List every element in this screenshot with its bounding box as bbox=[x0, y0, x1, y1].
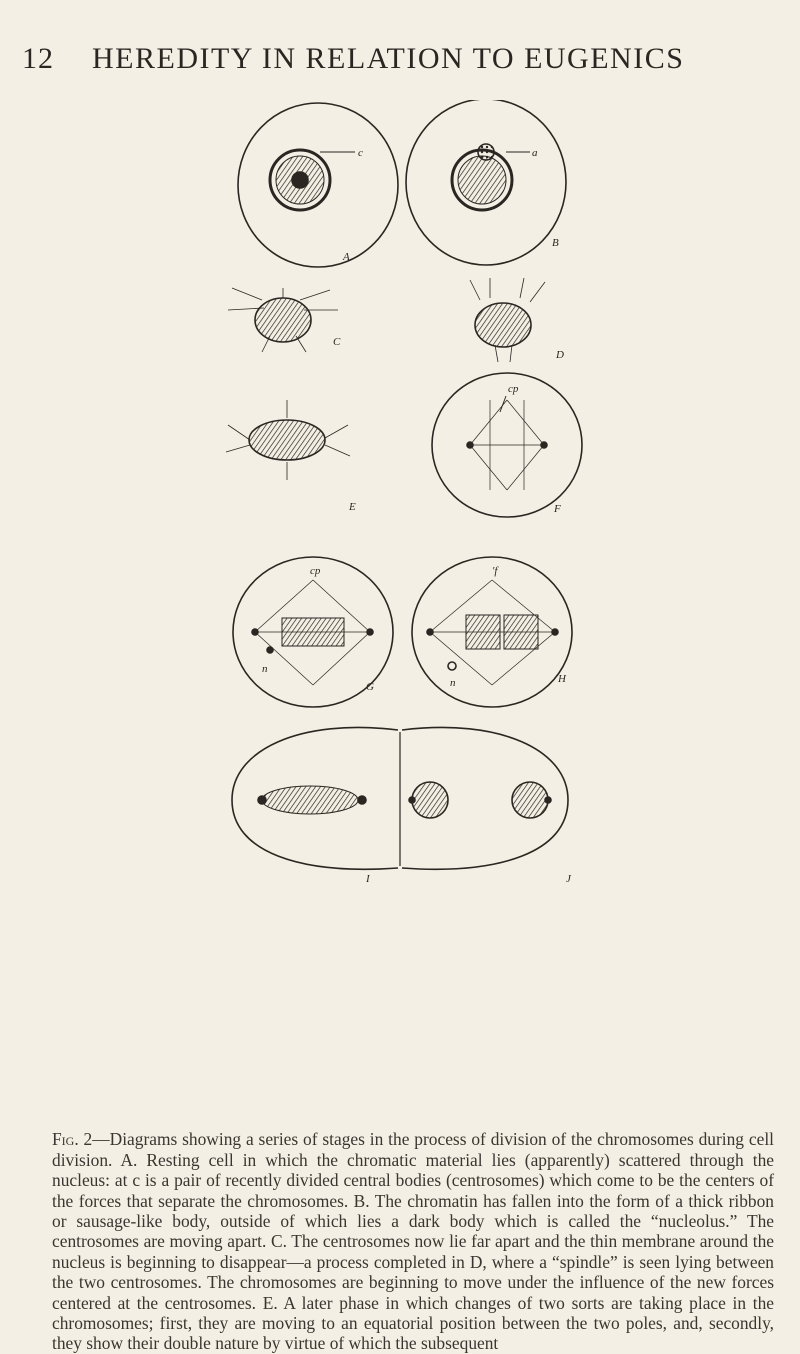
label-C: C bbox=[333, 336, 341, 348]
page-header bbox=[22, 42, 782, 82]
label-c-small: c bbox=[358, 147, 363, 159]
label-A: A bbox=[343, 251, 350, 263]
label-E: E bbox=[349, 501, 356, 513]
figure-label: Fig. 2 bbox=[52, 1129, 93, 1150]
caption-text: —Diagrams showing a series of stages in the process of division of the chromosomes during cell division. A. Resting cell in which the chromatic material lies (apparently) scattered through the nucleus: at c is a pair of recently divided central bodies (centrosomes) which come to be the centers of the forces that separate the chromosomes. B. The chromatin has fallen into the form of a thick ribbon or sausage-like body, outside of which lies a dark body which is called the “nucleolus.” The centrosomes are moving apart. C. The centrosomes now lie far apart and the thin membrane around the nucleus is beginning to disappear—a process completed in D, where a “spindle” is seen lying between the two centrosomes. The chromosomes are beginning to move under the influence of the new forces centered at the centrosomes. E. A later phase in which changes of two sorts are taking place in the chromosomes; first, they are moving to an equatorial position between the two poles, and, secondly, they show their double nature by virtue of which the subsequent bbox=[52, 1129, 774, 1354]
label-H: H bbox=[558, 673, 566, 685]
label-n-G: n bbox=[262, 663, 268, 675]
cell-C bbox=[228, 288, 338, 352]
label-f-H: 'f bbox=[492, 565, 498, 577]
cell-H bbox=[412, 557, 572, 707]
label-G: G bbox=[366, 681, 374, 693]
label-J: J bbox=[566, 873, 571, 885]
cell-B bbox=[406, 100, 566, 265]
label-B: B bbox=[552, 237, 559, 249]
cells-IJ bbox=[232, 727, 568, 869]
figure-caption bbox=[52, 1129, 774, 1353]
label-D: D bbox=[556, 349, 564, 361]
cell-D bbox=[470, 278, 545, 362]
cell-E bbox=[226, 400, 350, 480]
cell-A bbox=[238, 103, 398, 267]
running-head: HEREDITY IN RELATION TO EUGENICS bbox=[92, 42, 685, 75]
label-F: F bbox=[554, 503, 561, 515]
label-cp-E: cp bbox=[508, 383, 519, 395]
figure-drawing bbox=[0, 100, 800, 1110]
label-a-small: a bbox=[532, 147, 538, 159]
label-cp-G: cp bbox=[310, 565, 321, 577]
label-n-H: n bbox=[450, 677, 456, 689]
cell-F bbox=[432, 373, 582, 517]
cell-division-figure bbox=[0, 100, 800, 1110]
label-I: I bbox=[366, 873, 370, 885]
page-number: 12 bbox=[22, 42, 54, 75]
